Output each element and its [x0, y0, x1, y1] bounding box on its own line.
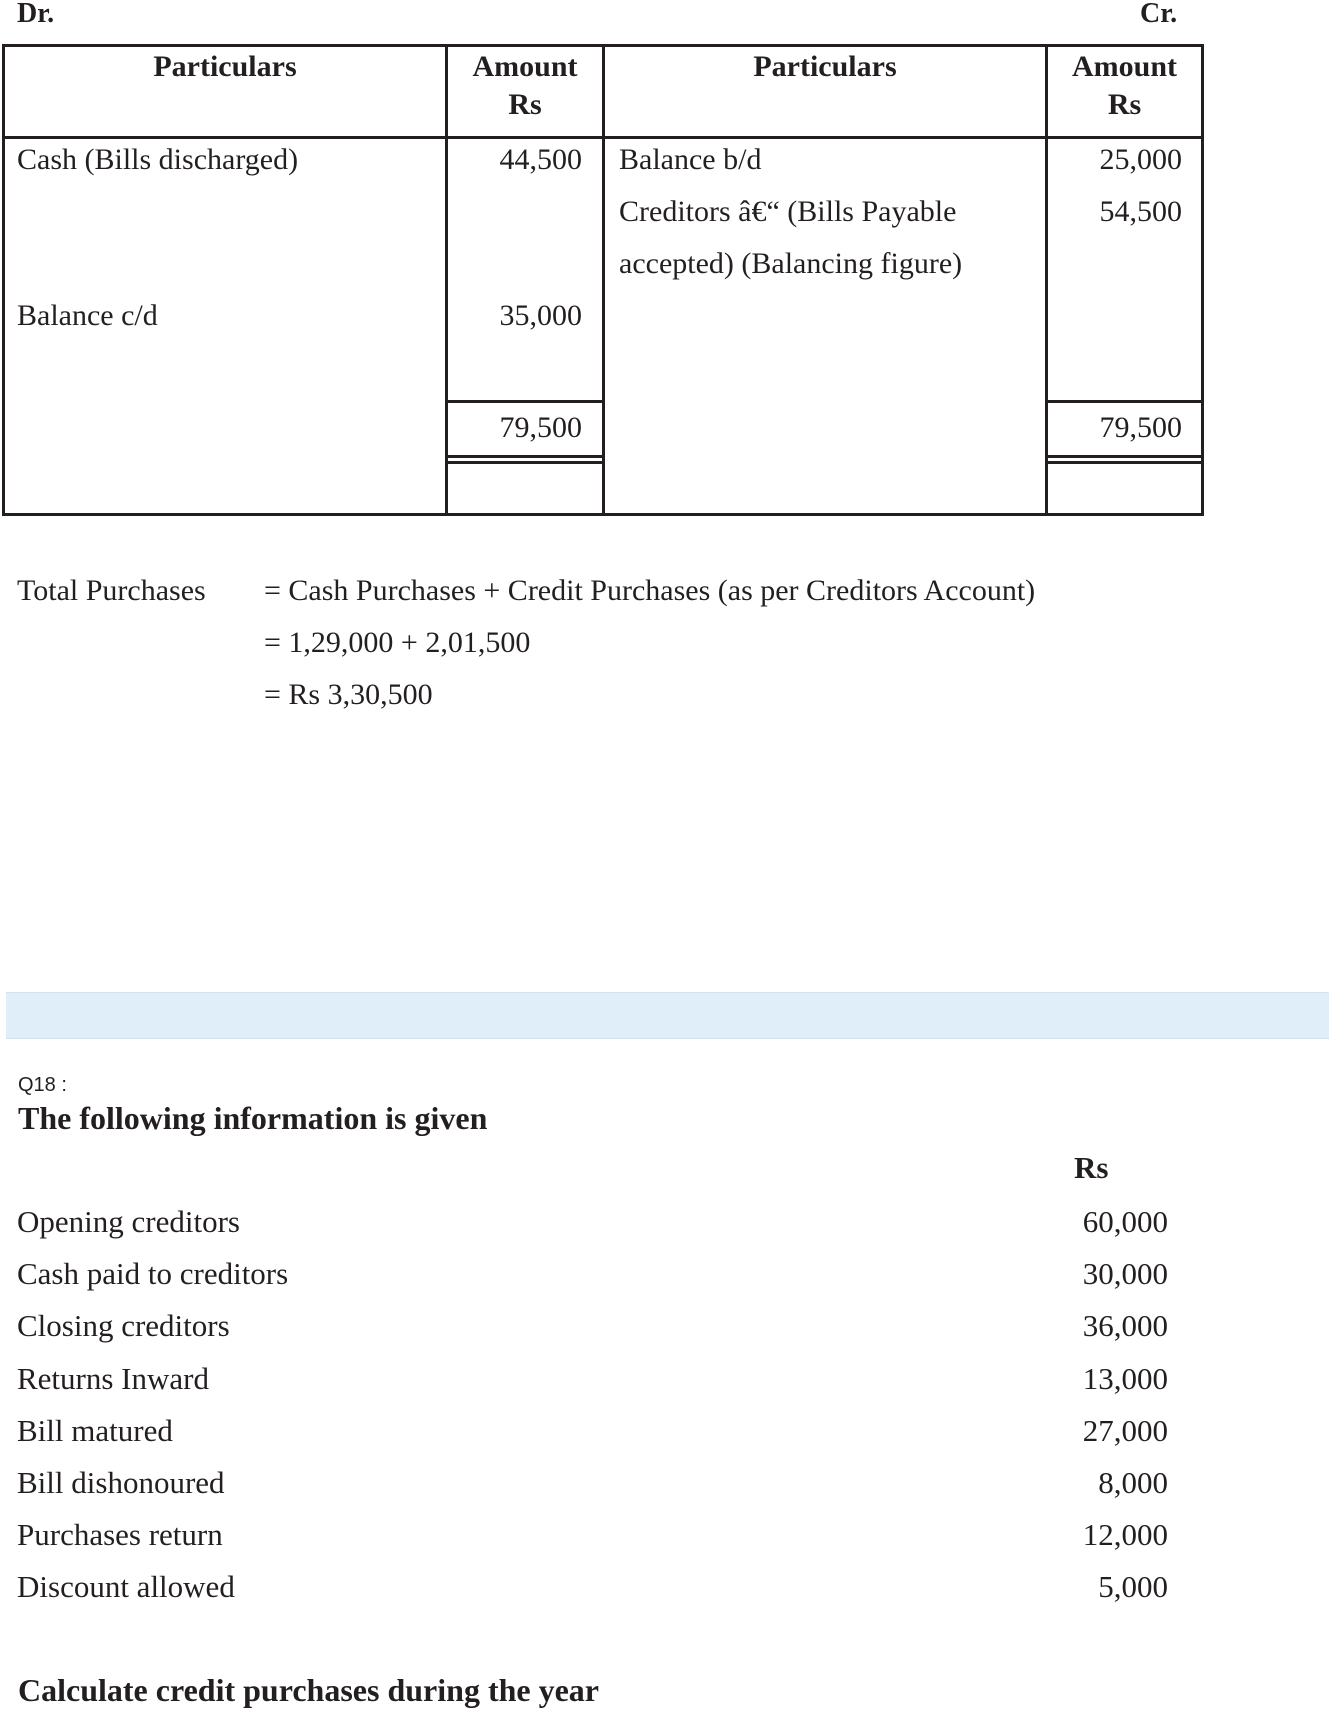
- item-label: Bill matured: [17, 1413, 173, 1448]
- question-title: The following information is given: [18, 1100, 488, 1136]
- debit-side-label: Dr.: [17, 0, 55, 29]
- ledger-right-border: [1201, 44, 1204, 516]
- currency-column-header: Rs: [1074, 1150, 1109, 1185]
- credit-entry-amount: 25,000: [1099, 143, 1182, 176]
- item-label: Returns Inward: [17, 1361, 209, 1396]
- list-item: [0, 1361, 1329, 1413]
- total-double-rule: [1045, 455, 1204, 458]
- total-double-rule: [445, 461, 605, 464]
- item-label: Purchases return: [17, 1517, 223, 1552]
- debit-entry-amount: 44,500: [499, 143, 582, 176]
- ledger-col-divider: [602, 44, 605, 516]
- total-double-rule: [445, 455, 605, 458]
- debit-entry-particular: Cash (Bills discharged): [17, 143, 299, 176]
- item-value: 8,000: [1098, 1465, 1168, 1500]
- calculation-line: = Rs 3,30,500: [264, 678, 433, 711]
- list-item: [0, 1569, 1329, 1621]
- header-currency-label: Rs: [508, 88, 542, 121]
- list-item: [0, 1256, 1329, 1308]
- item-label: Discount allowed: [17, 1569, 235, 1604]
- credit-entry-amount: 54,500: [1099, 195, 1182, 228]
- debit-entry-amount: 35,000: [499, 299, 582, 332]
- credit-total: 79,500: [1099, 411, 1182, 444]
- total-double-rule: [1045, 461, 1204, 464]
- credit-entry-particular: Creditors â€“ (Bills Payable: [619, 195, 957, 228]
- header-amount-label: Amount: [1071, 50, 1177, 83]
- credit-side-label: Cr.: [1140, 0, 1178, 29]
- list-item: [0, 1413, 1329, 1465]
- list-item: [0, 1465, 1329, 1517]
- list-item: [0, 1308, 1329, 1360]
- item-value: 30,000: [1082, 1256, 1168, 1291]
- calculation-line: = Cash Purchases + Credit Purchases (as per Creditors Account): [264, 574, 1036, 607]
- section-divider-band: [6, 992, 1329, 1039]
- header-particulars-credit: Particulars: [753, 50, 897, 83]
- question-instruction: Calculate credit purchases during the year: [18, 1672, 599, 1708]
- item-value: 36,000: [1082, 1308, 1168, 1343]
- item-value: 12,000: [1082, 1517, 1168, 1552]
- header-amount-credit: [1048, 48, 1201, 124]
- item-value: 60,000: [1082, 1204, 1168, 1239]
- header-amount-label: Amount: [472, 50, 578, 83]
- item-value: 27,000: [1082, 1413, 1168, 1448]
- question-number: Q18 :: [18, 1074, 67, 1096]
- calculation-line: = 1,29,000 + 2,01,500: [264, 626, 531, 659]
- item-label: Cash paid to creditors: [17, 1256, 289, 1291]
- item-label: Bill dishonoured: [17, 1465, 225, 1500]
- item-label: Closing creditors: [17, 1308, 230, 1343]
- header-currency-label: Rs: [1107, 88, 1142, 121]
- ledger-left-border: [2, 44, 5, 516]
- credit-entry-particular: Balance b/d: [619, 143, 762, 176]
- header-particulars-debit: Particulars: [153, 50, 297, 83]
- debit-total: 79,500: [499, 411, 582, 444]
- header-amount-debit: [448, 48, 602, 124]
- item-value: 13,000: [1082, 1361, 1168, 1396]
- list-item: [0, 1204, 1329, 1256]
- bills-payable-ledger: [2, 44, 1204, 516]
- item-label: Opening creditors: [17, 1204, 240, 1239]
- debit-entry-particular: Balance c/d: [17, 299, 158, 332]
- credit-entry-particular: accepted) (Balancing figure): [619, 247, 963, 280]
- list-item: [0, 1517, 1329, 1569]
- total-purchases-label: Total Purchases: [17, 574, 206, 607]
- item-value: 5,000: [1098, 1569, 1168, 1604]
